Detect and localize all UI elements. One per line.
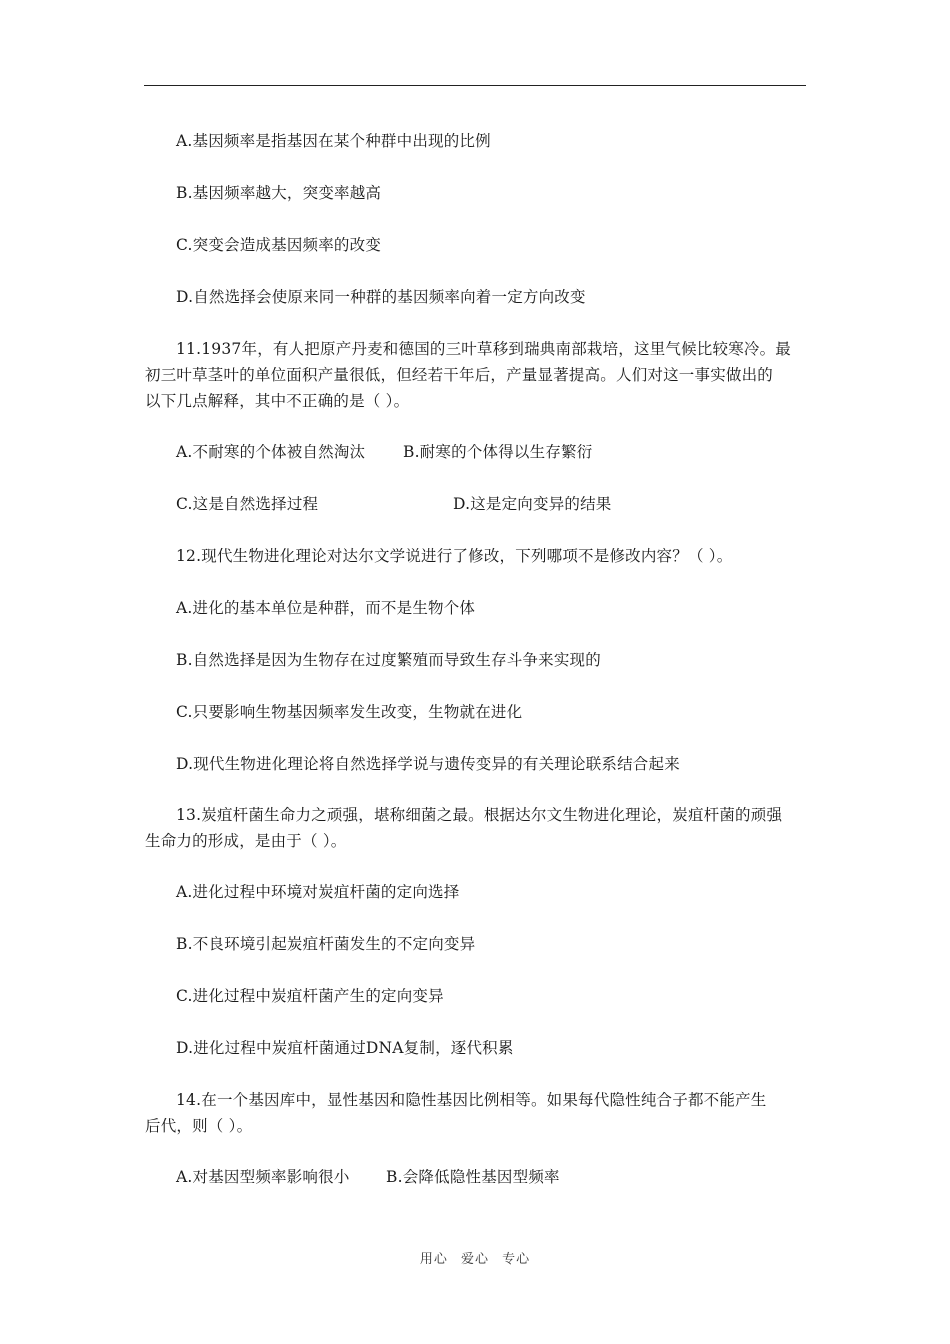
footer-word-3: 专心: [502, 1252, 531, 1267]
q10-option-b: B.基因频率越大，突变率越高: [176, 184, 382, 202]
q14-stem-line1: 14.在一个基因库中，显性基因和隐性基因比例相等。如果每代隐性纯合子都不能产生: [176, 1091, 767, 1109]
q11-stem-line1: 11.1937年，有人把原产丹麦和德国的三叶草移到瑞典南部栽培，这里气候比较寒冷。最: [176, 340, 791, 358]
q11-stem-line2: 初三叶草茎叶的单位面积产量很低，但经若干年后，产量显著提高。人们对这一事实做出的: [145, 366, 774, 384]
q14-stem-line2: 后代，则（ ）。: [145, 1117, 253, 1135]
q13-option-c: C.进化过程中炭疽杆菌产生的定向变异: [176, 987, 444, 1005]
q14-option-a: A.对基因型频率影响很小: [176, 1168, 350, 1186]
header-rule: [144, 85, 806, 86]
q12-option-d: D.现代生物进化理论将自然选择学说与遗传变异的有关理论联系结合起来: [176, 755, 680, 773]
footer-word-2: 爱心: [460, 1252, 489, 1267]
q12-option-a: A.进化的基本单位是种群，而不是生物个体: [176, 599, 476, 617]
q13-option-d: D.进化过程中炭疽杆菌通过DNA复制，逐代积累: [176, 1039, 514, 1057]
q11-option-a: A.不耐寒的个体被自然淘汰: [176, 443, 366, 461]
q12-option-c: C.只要影响生物基因频率发生改变，生物就在进化: [176, 703, 523, 721]
q11-option-b: B.耐寒的个体得以生存繁衍: [403, 443, 593, 461]
q10-option-d: D.自然选择会使原来同一种群的基因频率向着一定方向改变: [176, 288, 586, 306]
q11-option-c: C.这是自然选择过程: [176, 495, 319, 513]
q13-stem-line1: 13.炭疽杆菌生命力之顽强，堪称细菌之最。根据达尔文生物进化理论，炭疽杆菌的顽强: [176, 806, 783, 824]
q13-stem-line2: 生命力的形成，是由于（ ）。: [145, 832, 347, 850]
q10-option-c: C.突变会造成基因频率的改变: [176, 236, 382, 254]
q11-stem-line3: 以下几点解释，其中不正确的是（ ）。: [145, 392, 410, 410]
q13-option-b: B.不良环境引起炭疽杆菌发生的不定向变异: [176, 935, 476, 953]
footer-word-1: 用心: [419, 1252, 448, 1267]
q13-option-a: A.进化过程中环境对炭疽杆菌的定向选择: [176, 883, 460, 901]
page-footer: [0, 1248, 950, 1267]
q14-option-b: B.会降低隐性基因型频率: [386, 1168, 560, 1186]
q12-stem: 12.现代生物进化理论对达尔文学说进行了修改，下列哪项不是修改内容？（ ）。: [176, 547, 733, 565]
q11-option-d: D.这是定向变异的结果: [453, 495, 612, 513]
q12-option-b: B.自然选择是因为生物存在过度繁殖而导致生存斗争来实现的: [176, 651, 601, 669]
q10-option-a: A.基因频率是指基因在某个种群中出现的比例: [176, 132, 491, 150]
